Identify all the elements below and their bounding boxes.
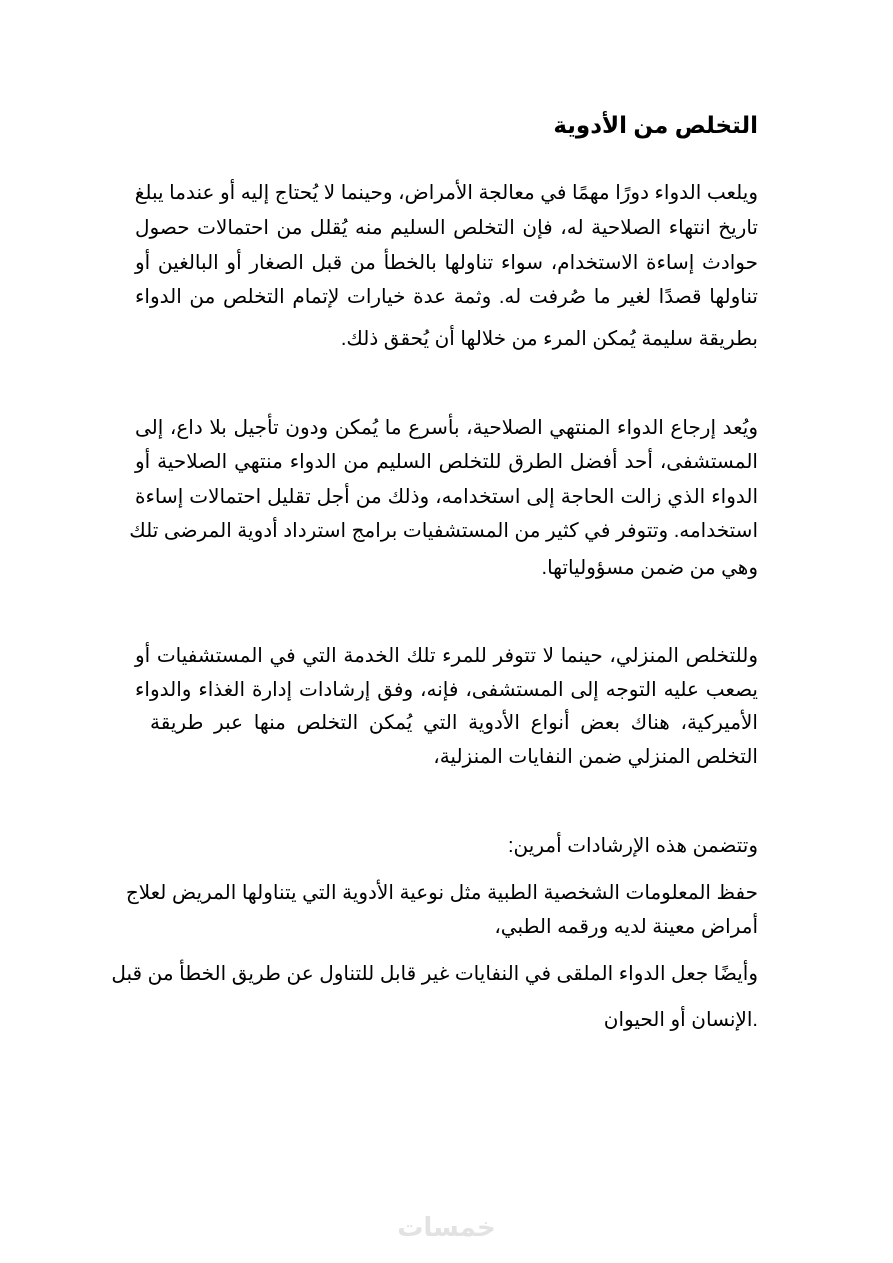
text-line: ويلعب الدواء دورًا مهمًا في معالجة الأمراض، وحينما لا يُحتاج إليه أو عندما يبلغ (134, 182, 758, 204)
text-line: الأميركية، هناك بعض أنواع الأدوية التي يُمكن التخلص منها عبر طريقة (150, 712, 758, 734)
watermark-logo: خمسات (397, 1212, 496, 1242)
text-line: المستشفى، أحد أفضل الطرق للتخلص السليم من الدواء منتهي الصلاحية أو (135, 451, 758, 473)
text-line: استخدامه. وتتوفر في كثير من المستشفيات برامج استرداد أدوية المرضى تلك (129, 520, 758, 542)
text-line: حفظ المعلومات الشخصية الطبية مثل نوعية الأدوية التي يتناولها المريض لعلاج (125, 882, 758, 904)
text-line: التخلص المنزلي ضمن النفايات المنزلية، (433, 746, 758, 768)
text-line: حوادث إساءة الاستخدام، سواء تناولها بالخطأ من قبل الصغار أو البالغين أو (135, 252, 758, 274)
text-line: تناولها قصدًا لغير ما صُرفت له. وثمة عدة خيارات لإتمام التخلص من الدواء (135, 286, 758, 308)
text-line: تاريخ انتهاء الصلاحية له، فإن التخلص السليم منه يُقلل من احتمالات حصول (135, 217, 758, 239)
text-line: وهي من ضمن مسؤولياتها. (541, 557, 758, 579)
page-title: التخلص من الأدوية (553, 112, 758, 138)
text-line: يصعب عليه التوجه إلى المستشفى، فإنه، وفق إرشادات إدارة الغذاء والدواء (135, 679, 758, 701)
text-line: بطريقة سليمة يُمكن المرء من خلالها أن يُحقق ذلك. (340, 328, 758, 350)
text-line: .الإنسان أو الحيوان (603, 1009, 758, 1031)
text-line: وأيضًا جعل الدواء الملقى في النفايات غير قابل للتناول عن طريق الخطأ من قبل (111, 963, 758, 985)
text-line: وللتخلص المنزلي، حينما لا تتوفر للمرء تلك الخدمة التي في المستشفيات أو (135, 645, 758, 667)
text-line: أمراض معينة لديه ورقمه الطبي، (494, 916, 758, 938)
text-line: وتتضمن هذه الإرشادات أمرين: (508, 835, 758, 857)
text-line: ويُعد إرجاع الدواء المنتهي الصلاحية، بأسرع ما يُمكن ودون تأجيل بلا داع، إلى (135, 417, 758, 439)
text-line: الدواء الذي زالت الحاجة إلى استخدامه، وذلك من أجل تقليل احتمالات إساءة (135, 486, 758, 508)
